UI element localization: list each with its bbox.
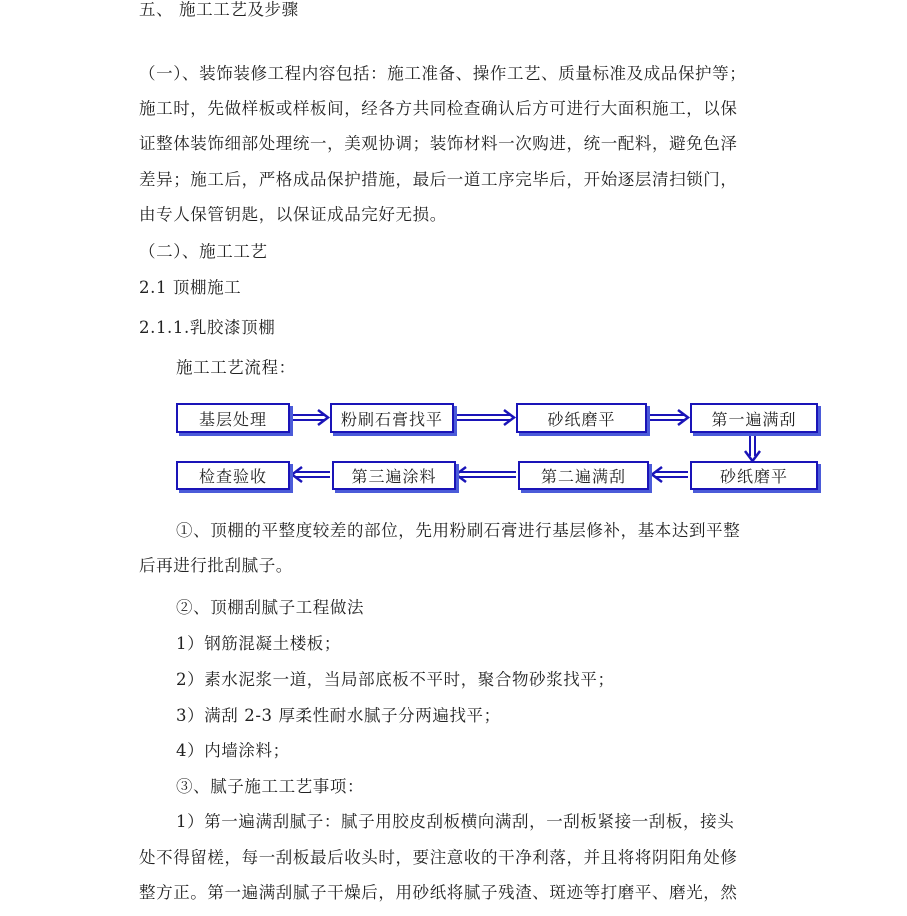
paragraph-line: ①、顶棚的平整度较差的部位，先用粉刷石膏进行基层修补，基本达到平整 <box>176 521 741 540</box>
paragraph-line: 处不得留槎，每一刮板最后收头时，要注意收的干净利落，并且将将阴阳角处修 <box>139 848 738 867</box>
arrow-right-icon <box>292 410 328 425</box>
list-item: 2）素水泥浆一道，当局部底板不平时，聚合物砂浆找平； <box>176 670 615 689</box>
arrow-down-icon <box>745 434 760 461</box>
paragraph-line: 由专人保管钥匙，以保证成品完好无损。 <box>139 205 447 224</box>
arrow-left-icon <box>292 467 330 482</box>
paragraph-line: 施工时，先做样板或样板间，经各方共同检查确认后方可进行大面积施工，以保 <box>139 99 738 118</box>
list-item: 1）钢筋混凝土楼板； <box>176 634 341 653</box>
arrow-left-icon <box>456 467 516 482</box>
heading-latex-paint-ceiling: 2.1.1.乳胶漆顶棚 <box>139 318 276 337</box>
section-heading: 五、 施工工艺及步骤 <box>139 0 299 19</box>
heading-ceiling-construction: 2.1 顶棚施工 <box>139 278 242 297</box>
paragraph-line: 整方正。第一遍满刮腻子干燥后，用砂纸将腻子残渣、斑迹等打磨平、磨光，然 <box>139 883 738 902</box>
paragraph-line: 1）第一遍满刮腻子：腻子用胶皮刮板横向满刮，一刮板紧接一刮板，接头 <box>176 812 735 831</box>
list-item: 4）内墙涂料； <box>176 741 290 760</box>
flow-step-sanding-2: 砂纸磨平 <box>690 461 818 490</box>
flow-step-third-coat: 第三遍涂料 <box>332 461 456 490</box>
paragraph-line: 差异；施工后，严格成品保护措施，最后一道工序完毕后，开始逐层清扫锁门， <box>139 170 738 189</box>
sub-heading-construction-process: （二）、施工工艺 <box>139 242 268 261</box>
flow-step-gypsum-leveling: 粉刷石膏找平 <box>330 403 454 433</box>
arrow-left-icon <box>652 467 688 482</box>
flow-step-first-skim: 第一遍满刮 <box>690 403 818 433</box>
paragraph-line: 证整体装饰细部处理统一，美观协调；装饰材料一次购进，统一配料，避免色泽 <box>139 134 738 153</box>
arrow-right-icon <box>649 410 688 425</box>
item-2-title: ②、顶棚刮腻子工程做法 <box>176 598 365 617</box>
item-3-title: ③、腻子施工工艺事项： <box>176 777 365 796</box>
flow-step-inspection: 检查验收 <box>176 461 290 490</box>
paragraph-line: （一）、装饰装修工程内容包括：施工准备、操作工艺、质量标准及成品保护等； <box>139 64 747 83</box>
paragraph-line: 后再进行批刮腻子。 <box>139 556 293 575</box>
flow-step-second-skim: 第二遍满刮 <box>518 461 649 490</box>
flow-intro: 施工工艺流程： <box>176 358 296 377</box>
arrow-right-icon <box>456 410 514 425</box>
flow-step-base-treatment: 基层处理 <box>176 403 290 433</box>
list-item: 3）满刮 2-3 厚柔性耐水腻子分两遍找平； <box>176 706 501 725</box>
flow-step-sanding-1: 砂纸磨平 <box>516 403 647 433</box>
